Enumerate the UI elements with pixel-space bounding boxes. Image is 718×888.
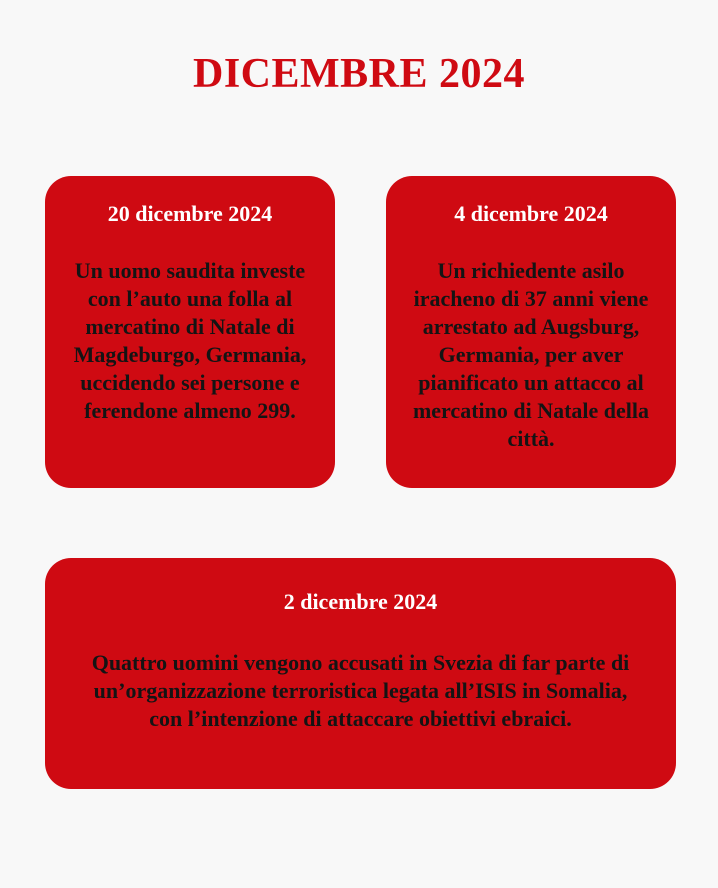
event-date: 20 dicembre 2024 xyxy=(107,201,273,226)
event-card-dec-20 xyxy=(45,176,335,488)
event-description: Un richiedente asilo iracheno di 37 anni viene arrestato ad Augsburg, Germania, per aver pianificato un attacco al mercatino di Natale della città. xyxy=(412,258,650,451)
event-description: Un uomo saudita investe con l’auto una folla al mercatino di Natale di Magdeburgo, Germania, uccidendo sei persone e ferendone almeno 299. xyxy=(73,258,307,423)
page-title: DICEMBRE 2024 xyxy=(192,51,526,97)
event-card-dec-4 xyxy=(386,176,676,488)
event-date: 2 dicembre 2024 xyxy=(283,589,438,614)
event-card-dec-2 xyxy=(45,558,676,789)
event-description: Quattro uomini vengono accusati in Svezia di far parte di un’organizzazione terroristica legata all’ISIS in Somalia, con l’intenzione di attaccare obiettivi ebraici. xyxy=(91,650,630,731)
event-date: 4 dicembre 2024 xyxy=(454,201,608,226)
